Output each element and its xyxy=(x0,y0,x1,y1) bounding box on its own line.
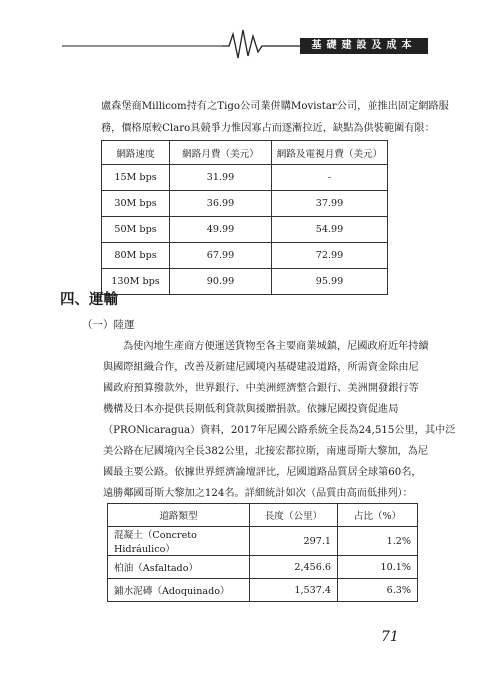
table-cell: 297.1 xyxy=(250,527,338,556)
table-cell: 柏油（Asfaltado） xyxy=(108,556,250,579)
table-row xyxy=(102,217,388,243)
table-cell: 54.99 xyxy=(272,217,388,243)
table-cell: 鋪水泥磚（Adoquinado） xyxy=(108,579,250,602)
table-cell: 37.99 xyxy=(272,191,388,217)
table-header-row xyxy=(102,141,388,165)
header-cell: 長度（公里） xyxy=(250,504,338,527)
table-cell: 10.1% xyxy=(338,556,418,579)
table-cell: 95.99 xyxy=(272,269,388,295)
header-cell: 網路及電視月費（美元） xyxy=(272,141,388,165)
body-line: 國政府預算撥款外，世界銀行、中美洲經濟整合銀行、美洲開發銀行等 xyxy=(103,383,419,394)
table-cell: 2,456.6 xyxy=(250,556,338,579)
table-cell: 72.99 xyxy=(272,243,388,269)
table-cell: 15M bps xyxy=(102,165,170,191)
table-cell: 混凝土（Concreto Hidráulico） xyxy=(108,527,250,556)
table-cell: 80M bps xyxy=(102,243,170,269)
table-cell: 49.99 xyxy=(170,217,272,243)
table-row xyxy=(108,527,418,556)
body-line: 美公路在尼國境內全長382公里，北接宏都拉斯，南連哥斯大黎加，為尼 xyxy=(103,446,429,457)
table-cell: 6.3% xyxy=(338,579,418,602)
intro-line: 務，價格原較Claro具競爭力惟因寡占而逐漸拉近，缺點為供裝範圍有限： xyxy=(101,123,435,134)
table-row xyxy=(102,191,388,217)
body-line: 與國際組織合作，改善及新建尼國境內基礎建設道路，所需資金除由尼 xyxy=(103,362,419,373)
table-row xyxy=(102,243,388,269)
intro-paragraph xyxy=(101,96,449,140)
internet-price-table xyxy=(101,140,388,295)
table-row xyxy=(102,269,388,295)
table-cell: 1,537.4 xyxy=(250,579,338,602)
intro-line: 盧森堡商Millicom持有之Tigo公司業併購Movistar公司，並推出固定網路服 xyxy=(101,101,449,112)
header-cell: 網路月費（美元） xyxy=(170,141,272,165)
table-header-row xyxy=(108,504,418,527)
page-number: 71 xyxy=(381,629,399,645)
table-cell: 1.2% xyxy=(338,527,418,556)
table-cell: 30M bps xyxy=(102,191,170,217)
table-cell: 31.99 xyxy=(170,165,272,191)
header-cell: 道路類型 xyxy=(108,504,250,527)
section-title: 四、運輸 xyxy=(60,291,118,308)
body-paragraph xyxy=(83,336,455,504)
body-line: 遠勝鄰國哥斯大黎加之124名。詳細統計如次（品質由高而低排列）： xyxy=(103,488,413,499)
table-cell: 50M bps xyxy=(102,217,170,243)
header-cell: 占比（%） xyxy=(338,504,418,527)
table-cell: 67.99 xyxy=(170,243,272,269)
table-cell: 130M bps xyxy=(102,269,170,295)
page-header xyxy=(0,0,480,60)
table-cell: 36.99 xyxy=(170,191,272,217)
table-cell: - xyxy=(272,165,388,191)
body-line: （PRONicaragua）資料，2017年尼國公路系統全長為24,515公里，其中泛 xyxy=(103,425,456,436)
road-statistics-table xyxy=(107,503,418,602)
table-row xyxy=(108,556,418,579)
body-line: 機構及日本亦提供長期低利貸款與援贈捐款。依據尼國投資促進局 xyxy=(103,404,399,415)
body-line: 為使內地生產商方便運送貨物至各主要商業城鎮，尼國政府近年持續 xyxy=(123,341,429,352)
body-line: 國最主要公路。依據世界經濟論壇評比，尼國道路品質居全球第60名， xyxy=(103,467,422,478)
table-row xyxy=(102,165,388,191)
subsection-title: （一）陸運 xyxy=(82,319,135,331)
header-title: 基礎建設及成本 xyxy=(300,38,428,54)
header-cell: 網路速度 xyxy=(102,141,170,165)
table-row xyxy=(108,579,418,602)
table-cell: 90.99 xyxy=(170,269,272,295)
